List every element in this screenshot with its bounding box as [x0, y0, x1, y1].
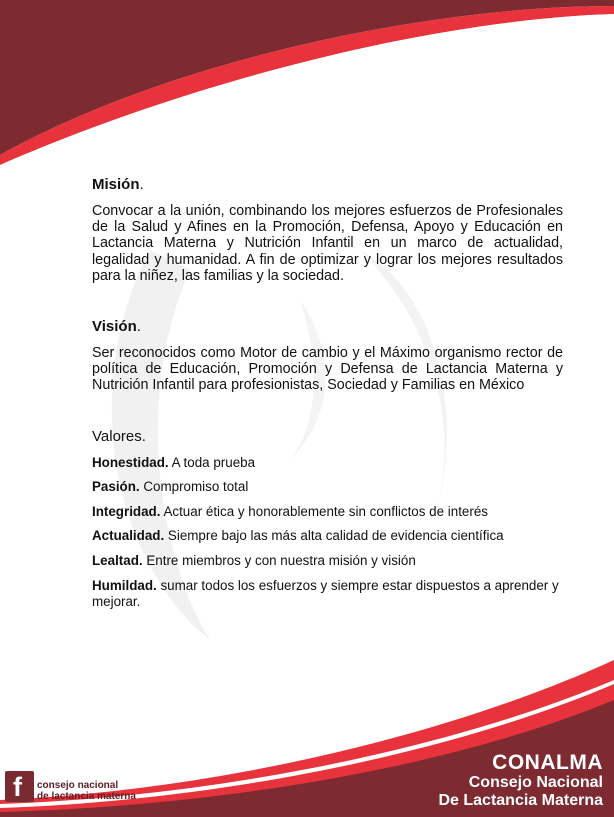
value-item: Actualidad. Siempre bajo las más alta calidad de evidencia científica — [92, 528, 504, 544]
value-item: Lealtad. Entre miembros y con nuestra misión y visión — [92, 553, 416, 568]
values-heading: Valores. — [92, 427, 146, 445]
mission-heading: Misión. — [92, 176, 144, 193]
value-item: Honestidad. A toda prueba — [92, 454, 256, 470]
mission-body: Convocar a la unión, combinando los mejores esfuerzos de Profesionales de la Salud y Afines en la Promoción, Defensa, Apoyo y Educación en Lactancia Materna y Nutrición Infantil en un marco de actualidad, legalidad y humanidad. A fin de optimizar y lograr los mejores resultados para la niñez, las familias y la sociedad. — [92, 203, 563, 284]
brand-line-2: De Lactancia Materna — [438, 792, 603, 809]
brand-acronym: CONALMA — [492, 751, 603, 774]
facebook-handle[interactable]: consejo nacional de lactancia materna — [37, 780, 136, 802]
values-section — [92, 428, 563, 610]
main-content — [92, 176, 563, 618]
value-item: Integridad. Actuar ética y honorablemente sin conflictos de interés — [92, 503, 488, 519]
brand-line-1: Consejo Nacional — [468, 774, 603, 791]
value-item: Pasión. Compromiso total — [92, 479, 249, 495]
vision-body: Ser reconocidos como Motor de cambio y el Máximo organismo rector de política de Educación, Promoción y Defensa de Lactancia Materna y Nutrición Infantil para profesionistas, Sociedad y Familias en México — [92, 345, 563, 394]
vision-section — [92, 318, 563, 394]
mission-section — [92, 176, 563, 284]
vision-heading: Visión. — [92, 318, 141, 336]
value-item: Humildad. sumar todos los esfuerzos y siempre estar dispuestos a aprender y mejorar. — [92, 577, 559, 609]
facebook-icon[interactable]: f — [5, 771, 34, 802]
brand-logo — [438, 752, 603, 810]
